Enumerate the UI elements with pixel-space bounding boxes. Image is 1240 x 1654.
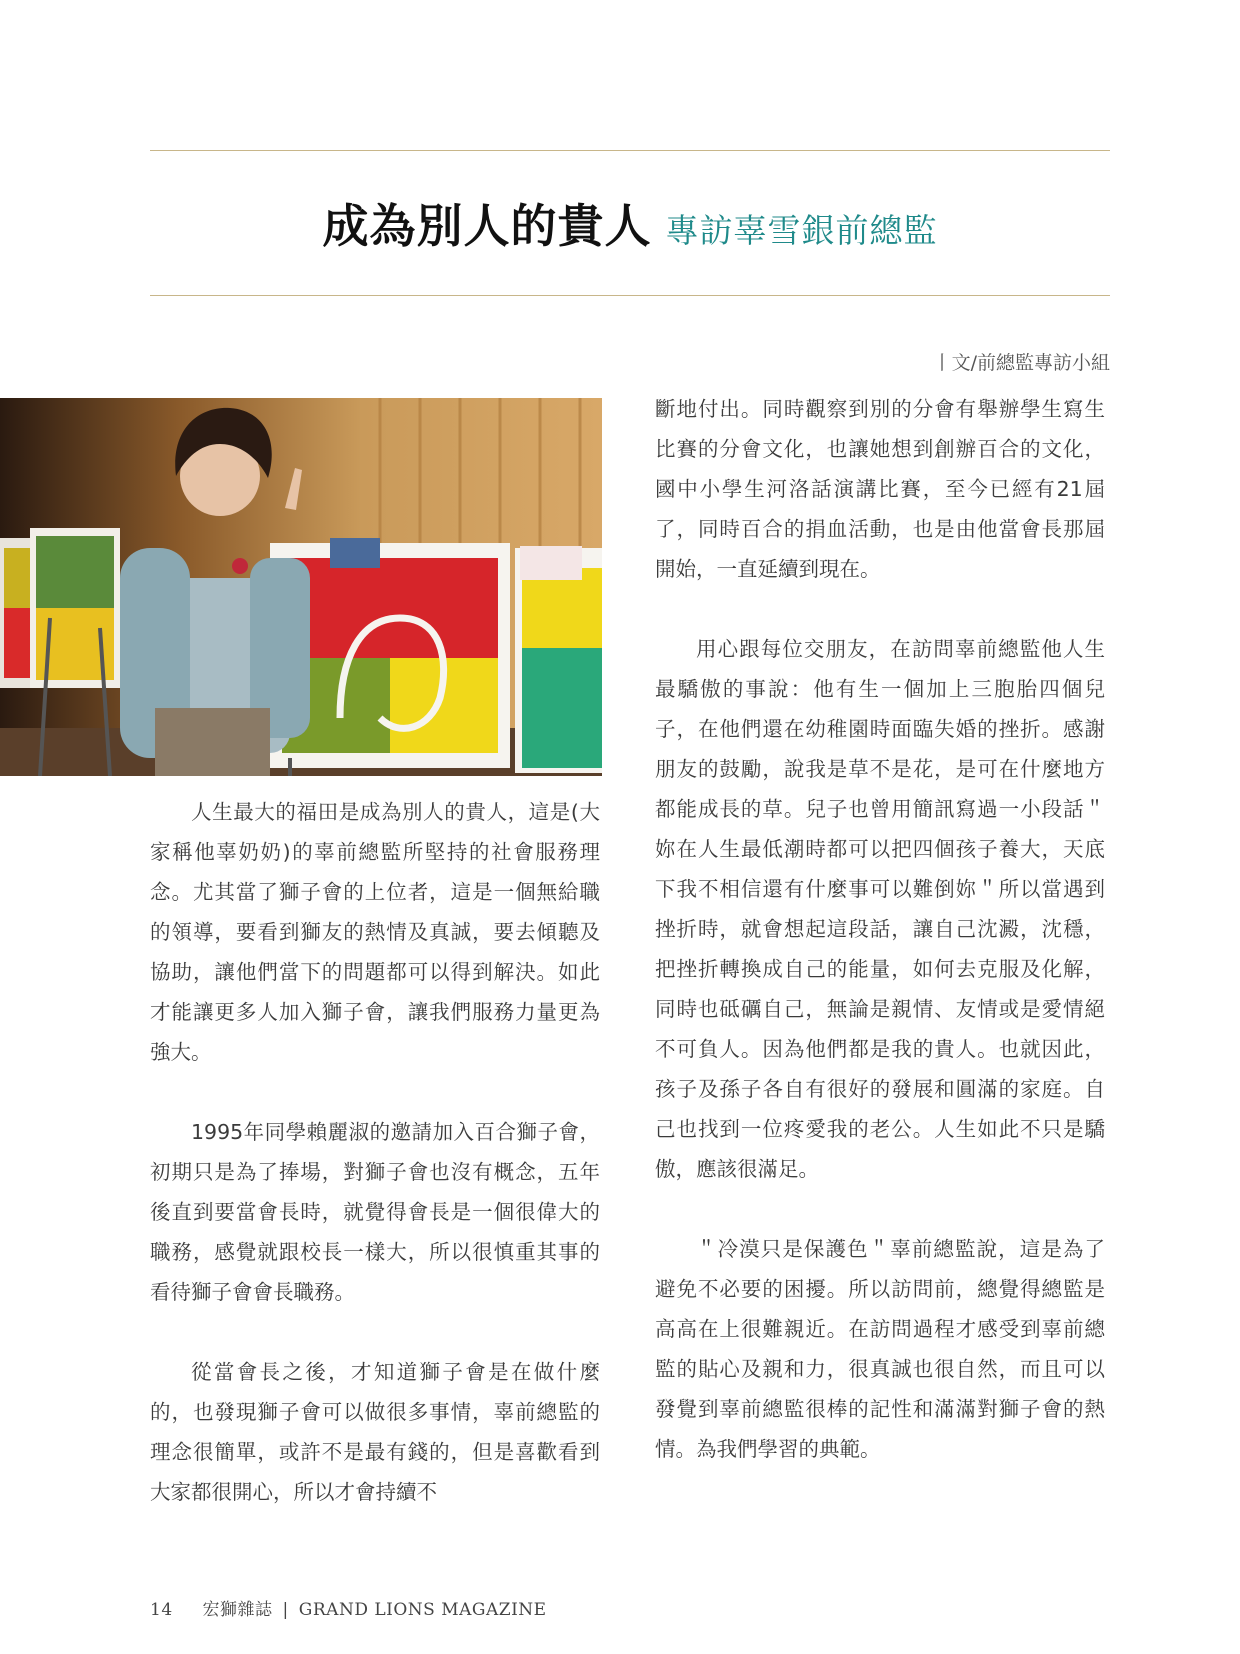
paragraph: ＂冷漠只是保護色＂辜前總監說，這是為了避免不必要的困擾。所以訪問前，總覺得總監是高高在上很難親近。在訪問過程才感受到辜前總監的貼心及親和力，很真誠也很自然，而且可以發覺到辜前總監很棒的記性和滿滿對獅子會的熱情。為我們學習的典範。 [655,1237,1105,1461]
bottom-rule [150,295,1110,296]
magazine-name-cn: 宏獅雜誌 [202,1600,273,1620]
magazine-name-en: GRAND LIONS MAGAZINE [298,1600,547,1620]
page-footer [150,1595,547,1620]
paragraph: 斷地付出。同時觀察到別的分會有舉辦學生寫生比賽的分會文化，也讓她想到創辦百合的文化，國中小學生河洛話演講比賽，至今已經有21屆了，同時百合的捐血活動，也是由他當會長那屆開始，一直延續到現在。 [655,397,1105,581]
title-subtitle: 專訪辜雪銀前總監 [665,211,938,250]
footer-separator: | [282,1600,289,1620]
article-column-left [150,792,600,1552]
title-main: 成為別人的貴人 [322,199,652,253]
paragraph: 用心跟每位交朋友，在訪問辜前總監他人生最驕傲的事說：他有生一個加上三胞胎四個兒子，在他們還在幼稚園時面臨失婚的挫折。感謝朋友的鼓勵，說我是草不是花，是可在什麼地方都能成長的草。兒子也曾用簡訊寫過一小段話＂妳在人生最低潮時都可以把四個孩子養大，天底下我不相信還有什麼事可以難倒妳＂所以當遇到挫折時，就會想起這段話，讓自己沈澱，沈穩，把挫折轉換成自己的能量，如何去克服及化解，同時也砥礪自己，無論是親情、友情或是愛情絕不可負人。因為他們都是我的貴人。也就因此，孩子及孫子各自有很好的發展和圓滿的家庭。自己也找到一位疼愛我的老公。人生如此不只是驕傲，應該很滿足。 [655,637,1105,1181]
article-photo [0,398,602,776]
article-column-right [655,389,1105,1509]
byline: 丨文/前總監專訪小組 [932,352,1110,374]
photo-illustration [0,398,602,776]
paragraph: 從當會長之後，才知道獅子會是在做什麼的，也發現獅子會可以做很多事情，辜前總監的理念很簡單，或許不是最有錢的，但是喜歡看到大家都很開心，所以才會持續不 [150,1360,600,1504]
paragraph: 1995年同學賴麗淑的邀請加入百合獅子會，初期只是為了捧場，對獅子會也沒有概念，五年後直到要當會長時，就覺得會長是一個很偉大的職務，感覺就跟校長一樣大，所以很慎重其事的看待獅子會會長職務。 [150,1120,600,1304]
article-title [150,190,1110,256]
paragraph: 人生最大的福田是成為別人的貴人，這是(大家稱他辜奶奶)的辜前總監所堅持的社會服務理念。尤其當了獅子會的上位者，這是一個無給職的領導，要看到獅友的熱情及真誠，要去傾聽及協助，讓他們當下的問題都可以得到解決。如此才能讓更多人加入獅子會，讓我們服務力量更為強大。 [150,800,600,1064]
top-rule [150,150,1110,151]
page-number: 14 [150,1600,173,1620]
